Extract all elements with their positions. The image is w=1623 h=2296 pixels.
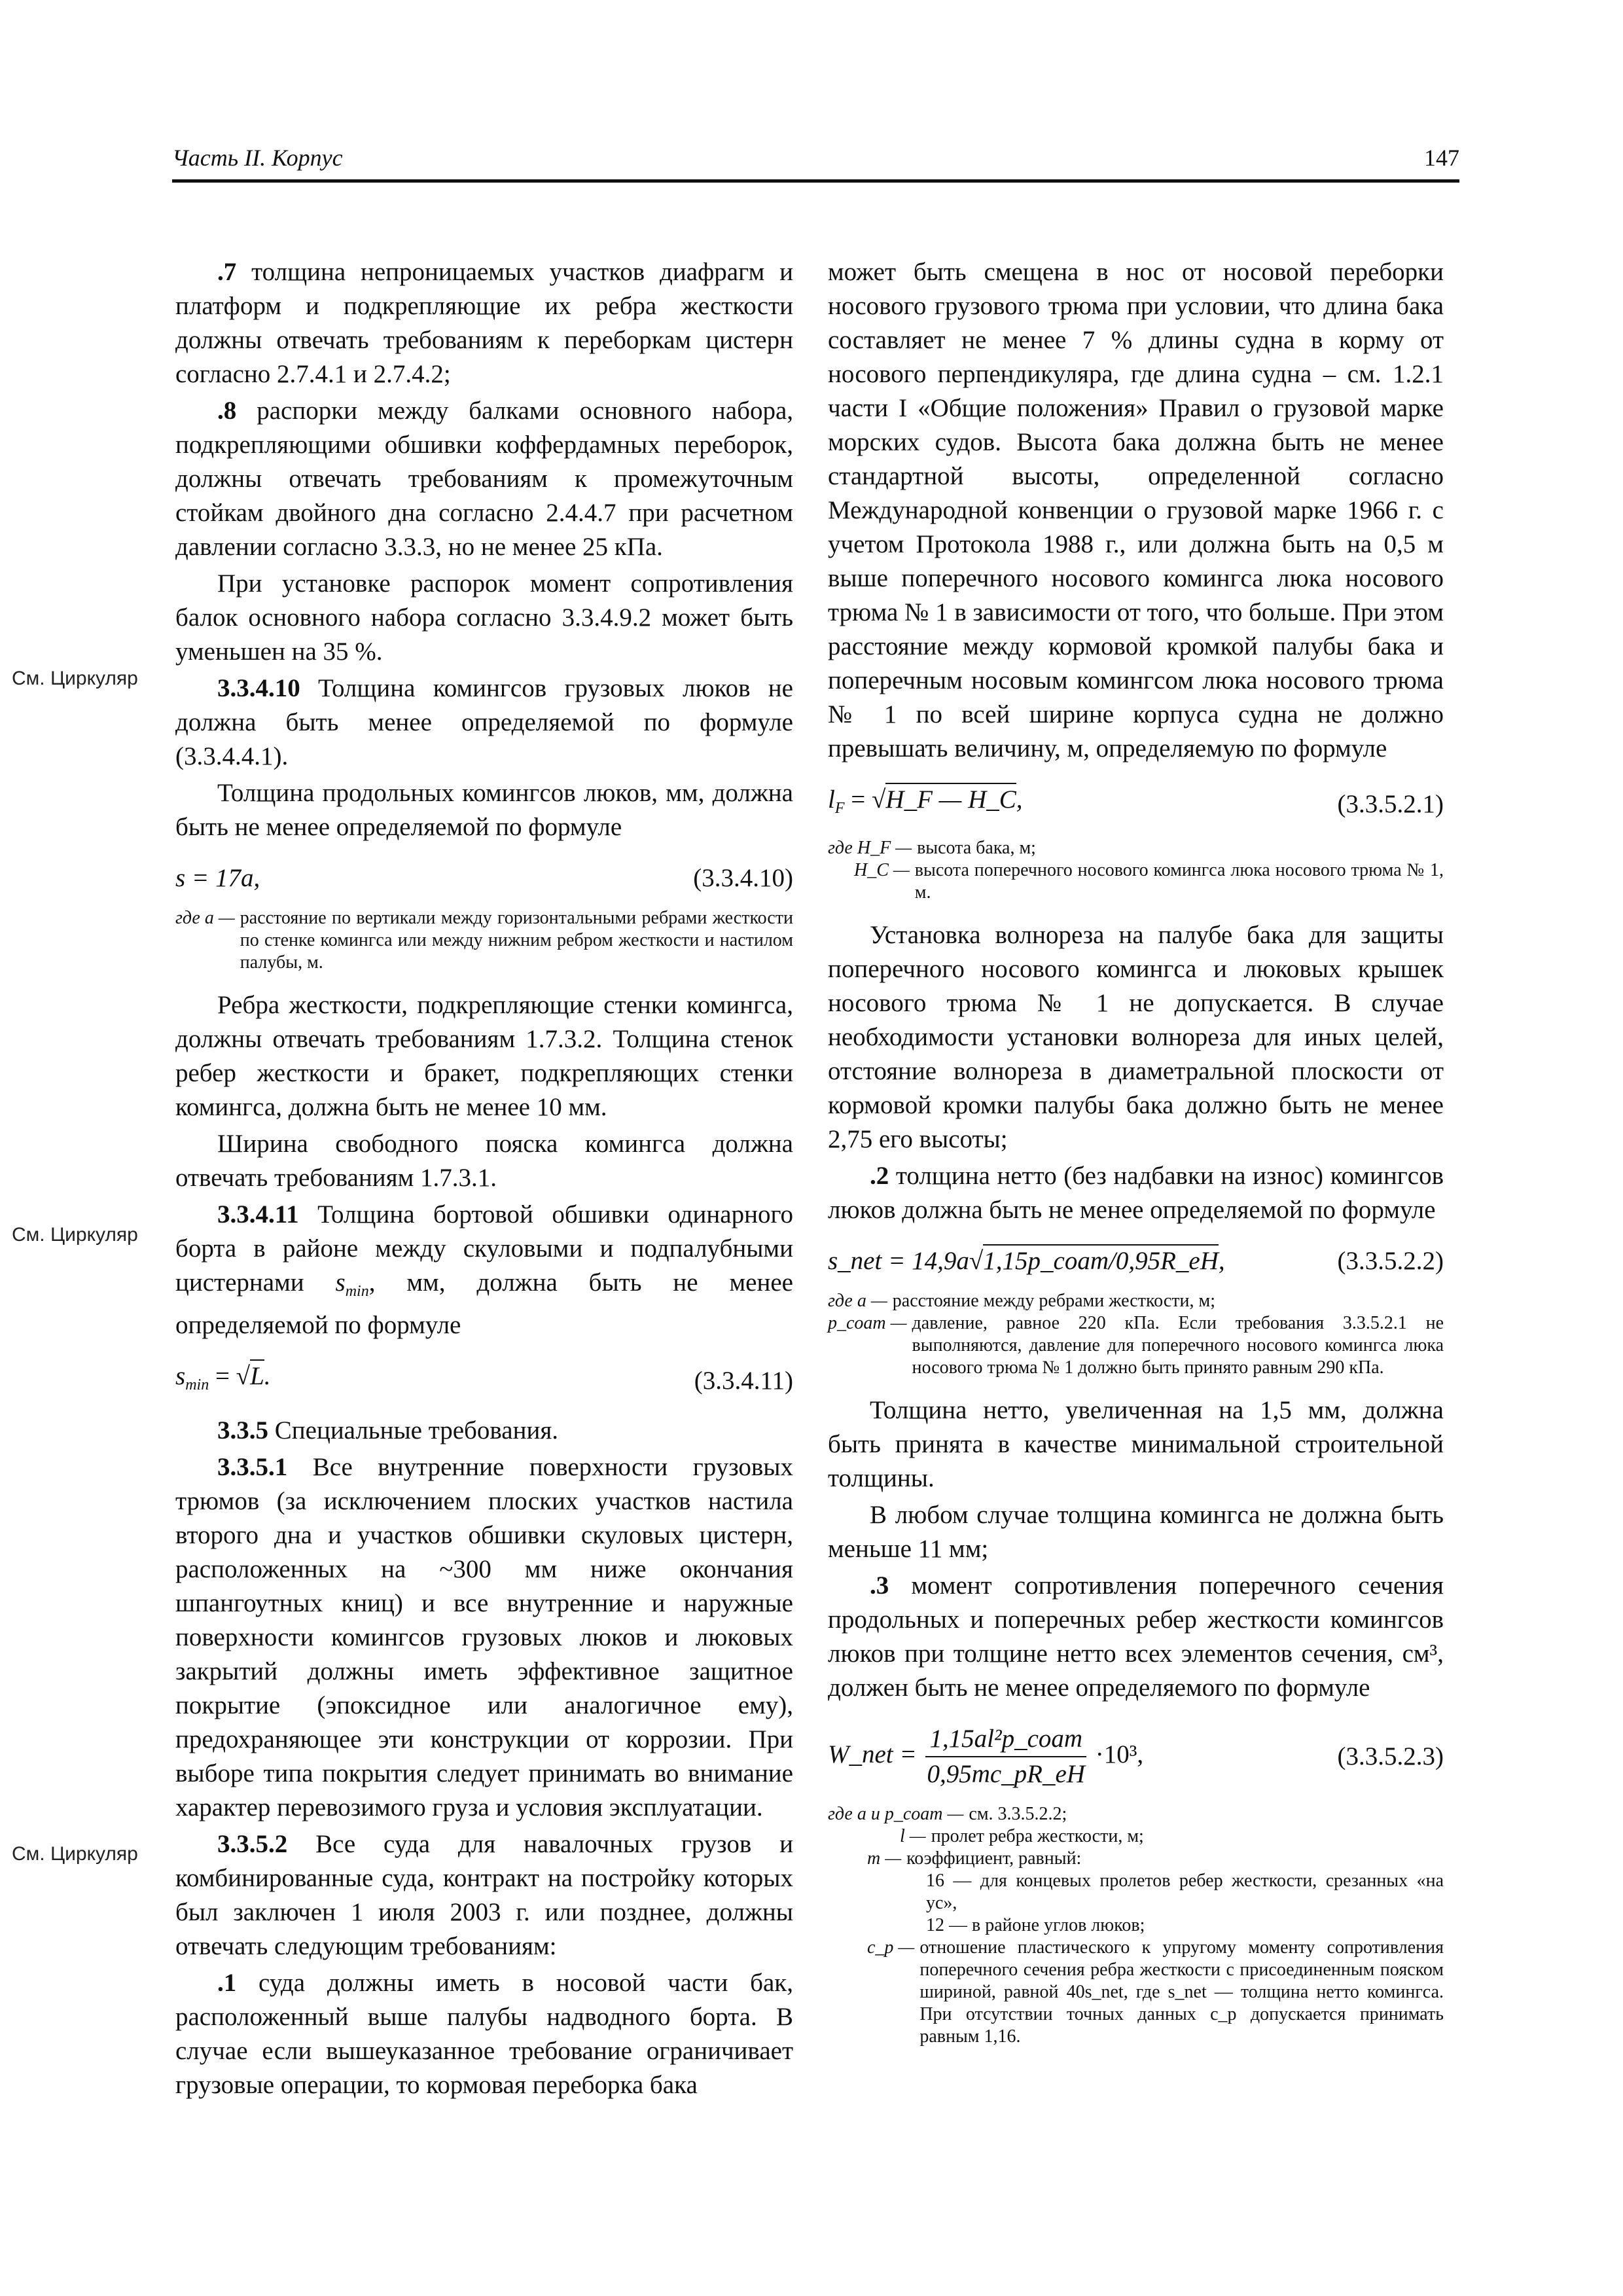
formula-3-3-4-11: $s_{min} = √L$. (3.3.4.11) <box>175 1359 793 1402</box>
formula-3-3-4-10: s = 17a, (3.3.4.10) <box>175 864 793 892</box>
paragraph: .1 суда должны иметь в носовой части бак, расположенный выше палубы надводного борта. В случае если вышеуказанное требование ограничивает грузовые операции, то кормовая переборка бака <box>175 1969 793 2099</box>
formula-legend: где a — расстояние по вертикали между горизонтальными ребрами жесткости по стенке комингса или между нижним ребром жесткости и настилом палубы, м. <box>175 908 793 973</box>
margin-note-circular[interactable]: См. Циркуляр <box>12 1843 138 1865</box>
paragraph: Толщина нетто, увеличенная на 1,5 мм, должна быть принята в качестве минимальной строительной толщины. <box>828 1396 1444 1492</box>
paragraph: Толщина продольных комингсов люков, мм, должна быть не менее определяемой по формуле <box>175 779 793 841</box>
paragraph: .2 толщина нетто (без надбавки на износ) комингсов люков должна быть не менее определяемой по формуле <box>828 1162 1444 1224</box>
page-number: 147 <box>1424 145 1459 171</box>
paragraph: может быть смещена в нос от носовой переборки носового грузового трюма при условии, что длина бака составляет не менее 7 % длины судна в корму от носового перпендикуляра, где длина судна – см. 1.2.1 части I «Общие положения» Правил о грузовой марке морских судов. Высота бака должна быть не менее стандартной высоты, определенной согласно Международной конвенции о грузовой марке 1966 г. с учетом Протокола 1988 г., или должна быть на 0,5 м выше поперечного носового комингса люка носового трюма № 1 в зависимости от того, что больше. При этом расстояние между кормовой кромкой палубы бака и поперечным носовым комингсом люка носового трюма № 1 по всей ширине корпуса судна не должно превышать величину, м, определяемую по формуле <box>828 258 1444 762</box>
formula-legend: где a и p_coam — см. 3.3.5.2.2; l — пролет ребра жесткости, м; m — коэффициент, равный: 16 — для концевых пролетов ребер жесткости, срезанных «на ус», 12 — в районе углов люков; c_p — отношение пластического к упругому моменту сопротивления поперечного сечения ребра жесткости с присоединенным пояском шириной, равной 40s_net, где s_net — толщина нетто комингса. При отсутствии точных данных c_p допускается принимать равным 1,16. <box>828 1804 1444 2047</box>
formula-3-3-5-2-3: W_net = $\frac{\text{1,15al²p\_coam}}{0,95mc\_pR\_eH}$ ·10³, (3.3.5.2.3) <box>828 1722 1444 1791</box>
page-header <box>172 144 1459 183</box>
paragraph: При установке распорок момент сопротивления балок основного набора согласно 3.3.4.9.2 может быть уменьшен на 35 %. <box>175 569 793 666</box>
paragraph: 3.3.5.1 Все внутренние поверхности грузовых трюмов (за исключением плоских участков настила второго дна и участков обшивки скуловых цистерн, расположенных на ~300 мм ниже окончания шпангоутных книц) и все внутренние и наружные поверхности комингсов грузовых люков и люковых закрытий должны иметь эффективное защитное покрытие (эпоксидное или аналогичное ему), предохраняющее эти конструкции от коррозии. При выборе типа покрытия следует принимать во внимание характер перевозимого груза и условия эксплуатации. <box>175 1453 793 1821</box>
section-heading: 3.3.5 Специальные требования. <box>217 1416 559 1444</box>
paragraph: В любом случае толщина комингса не должна быть меньше 11 мм; <box>828 1501 1444 1563</box>
formula-3-3-5-2-2: s_net = 14,9a√1,15p_coam/0,95R_eH, (3.3.5.2.2) <box>828 1244 1444 1278</box>
paragraph: 3.3.4.11 Толщина бортовой обшивки одинарного борта в районе между скуловыми и подпалубными цистернами $s_{min}$, мм, должна быть не менее определяемой по формуле <box>175 1200 793 1339</box>
paragraph: 3.3.5.2 Все суда для навалочных грузов и комбинированные суда, контракт на постройку которых был заключен 1 июля 2003 г. или позднее, должны отвечать следующим требованиям: <box>175 1830 793 1960</box>
paragraph: .8 распорки между балками основного набора, подкрепляющими обшивки коффердамных переборок, должны отвечать требованиям к промежуточным стойкам двойного дна согласно 2.4.4.7 при расчетном давлении согласно 3.3.3, но не менее 25 кПа. <box>175 397 793 561</box>
paragraph: 3.3.4.10 Толщина комингсов грузовых люков не должна быть менее определяемой по формуле (3.3.4.4.1). <box>175 674 793 770</box>
left-column <box>175 255 793 2105</box>
margin-note-circular[interactable]: См. Циркуляр <box>12 668 138 689</box>
right-column <box>828 255 1444 2062</box>
paragraph: Установка волнореза на палубе бака для защиты поперечного носового комингса и люковых крышек носового трюма № 1 не допускается. В случае необходимости установки волнореза для иных целей, отстояние волнореза в диаметральной плоскости от кормовой кромки палубы бака должно быть не менее 2,75 его высоты; <box>828 921 1444 1153</box>
formula-3-3-5-2-1: $l_F$ = √H_F — H_C, (3.3.5.2.1) <box>828 783 1444 825</box>
paragraph: Ребра жесткости, подкрепляющие стенки комингса, должны отвечать требованиям 1.7.3.2. Толщина стенок ребер жесткости и бракет, подкрепляющих стенки комингса, должна быть не менее 10 мм. <box>175 991 793 1121</box>
paragraph: Ширина свободного пояска комингса должна отвечать требованиям 1.7.3.1. <box>175 1130 793 1192</box>
formula-legend: где H_F — высота бака, м; H_C — высота поперечного носового комингса люка носового трюма № 1, м. <box>828 838 1444 903</box>
margin-note-circular[interactable]: См. Циркуляр <box>12 1224 138 1246</box>
formula-legend: где a — расстояние между ребрами жесткости, м; p_coam — давление, равное 220 кПа. Если требования 3.3.5.2.1 не выполняются, давление для поперечного носового комингса люка носового трюма № 1 должно быть принято равным 290 кПа. <box>828 1291 1444 1378</box>
paragraph: .3 момент сопротивления поперечного сечения продольных и поперечных ребер жесткости комингсов люков при толщине нетто всех элементов сечения, см³, должен быть не менее определяемого по формуле <box>828 1571 1444 1702</box>
paragraph: .7 толщина непроницаемых участков диафрагм и платформ и подкрепляющие их ребра жесткости должны отвечать требованиям к переборкам цистерн согласно 2.7.4.1 и 2.7.4.2; <box>175 258 793 388</box>
part-title: Часть II. Корпус <box>172 145 343 171</box>
